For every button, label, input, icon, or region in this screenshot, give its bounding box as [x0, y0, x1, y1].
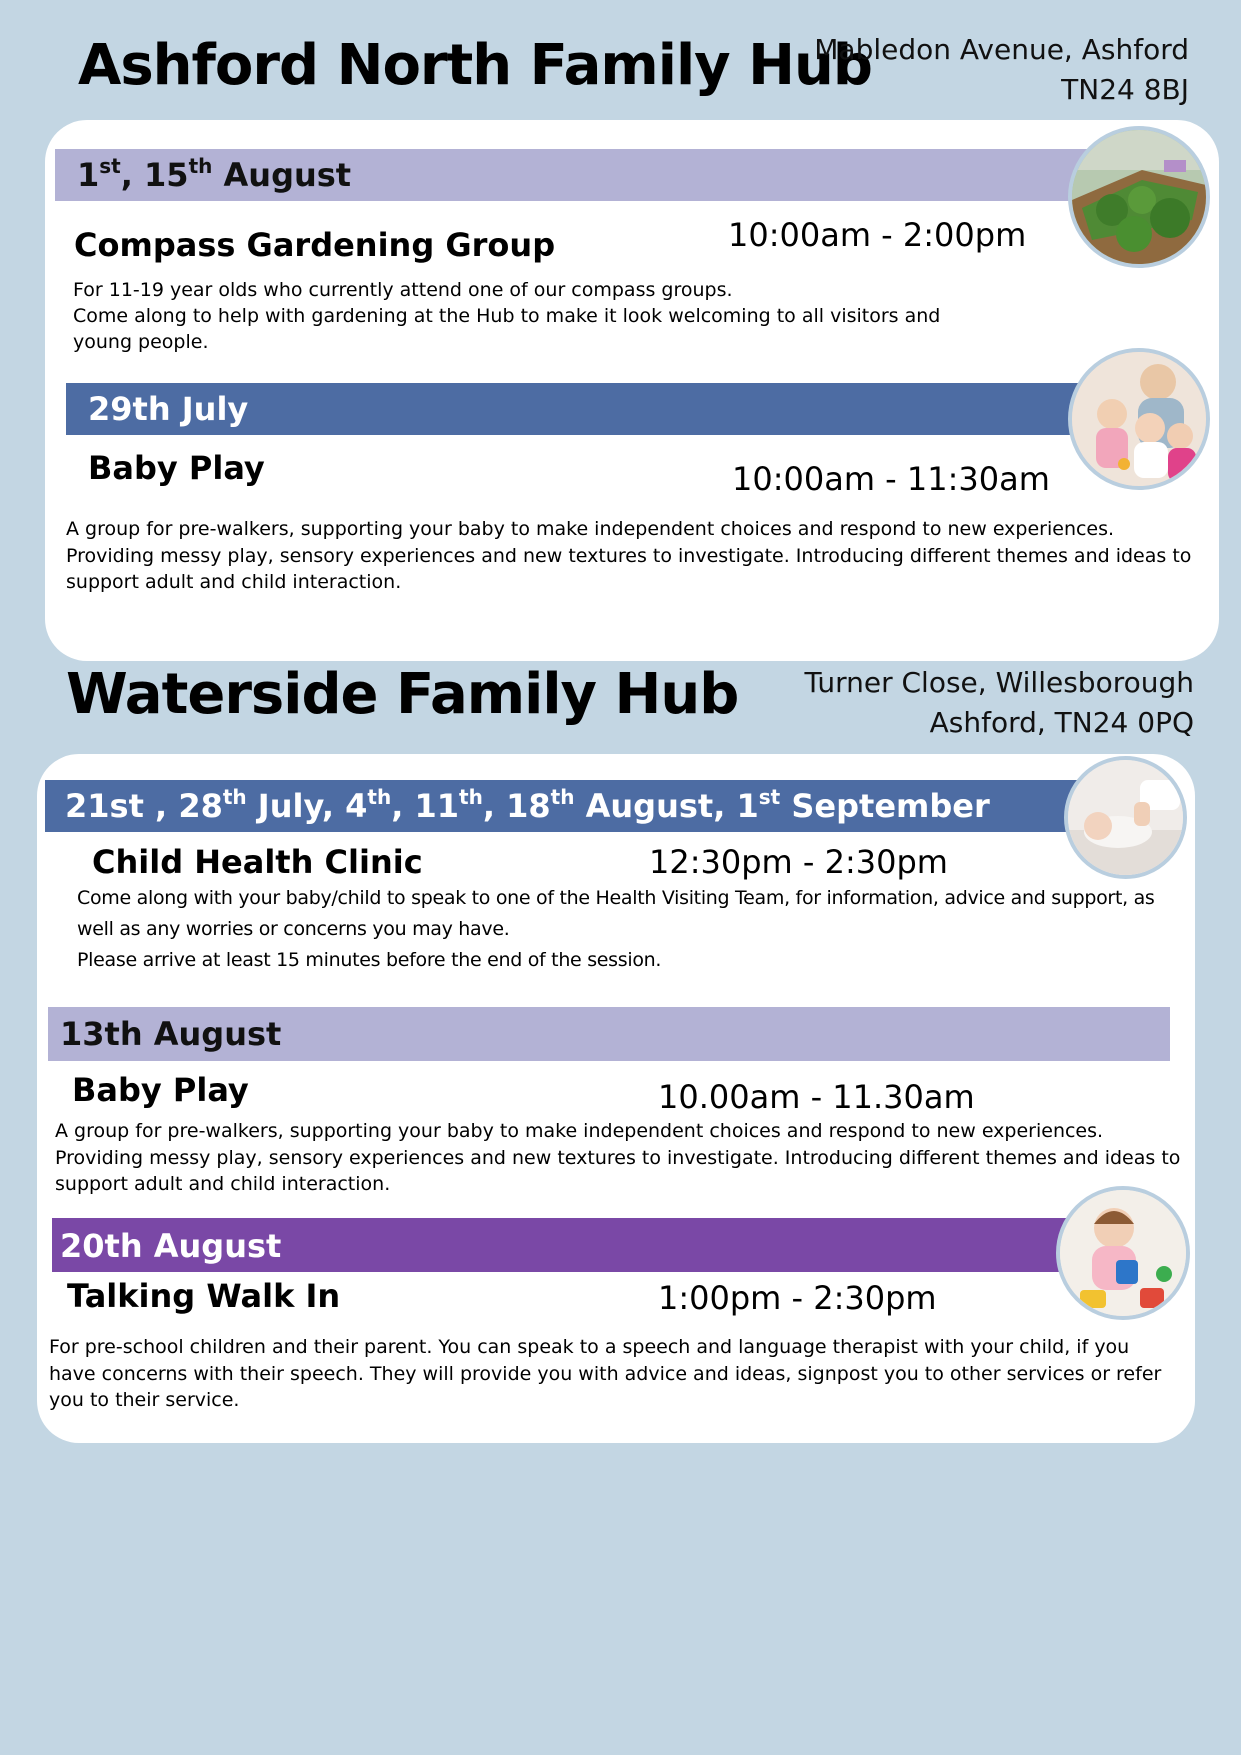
event-date-band: [45, 780, 1085, 832]
date-ordinal-suffix: th: [188, 154, 213, 178]
event-time: 10:00am - 11:30am: [732, 460, 1050, 498]
waterside-address-line-1: Turner Close, Willesborough: [804, 666, 1194, 699]
date-text: 13th August: [60, 1015, 282, 1053]
date-text: July, 4: [246, 787, 368, 825]
babies-playing-photo: [1068, 348, 1210, 490]
date-text: 20th August: [60, 1227, 282, 1265]
description-line: Come along to help with gardening at the Hub to make it look welcoming to all visitors and young people.: [73, 305, 941, 353]
event-description: [77, 883, 1192, 976]
date-text: , 15: [120, 156, 189, 194]
date-text: August, 1: [574, 787, 759, 825]
date-text: 29th July: [88, 390, 249, 428]
date-ordinal-suffix: th: [550, 785, 575, 809]
event-time: 10:00am - 2:00pm: [728, 216, 1027, 254]
event-time: 1:00pm - 2:30pm: [658, 1279, 937, 1317]
event-date-band: [55, 149, 1090, 201]
event-description: [73, 277, 973, 355]
date-ordinal-suffix: th: [367, 785, 392, 809]
event-date-band: [48, 1007, 1170, 1061]
description-line: Come along with your baby/child to speak to one of the Health Visiting Team, for information, advice and support, as well as any worries or concerns you may have.: [77, 887, 1155, 940]
baby-check-photo: [1064, 756, 1187, 879]
event-title: Talking Walk In: [67, 1277, 341, 1315]
date-ordinal-suffix: th: [222, 785, 247, 809]
description-line: Please arrive at least 15 minutes before the end of the session.: [77, 949, 662, 971]
date-text: 1: [77, 156, 100, 194]
event-description: For pre-school children and their parent. You can speak to a speech and language therapist with your child, if you have concerns with their speech. They will provide you with advice and ideas, signpost you to other services or refer you to their service.: [49, 1336, 1162, 1411]
event-title: Compass Gardening Group: [74, 226, 556, 264]
toddler-toys-photo: [1056, 1186, 1190, 1320]
north-address-line-1: Mabledon Avenue, Ashford: [814, 33, 1189, 66]
event-description: A group for pre-walkers, supporting your baby to make independent choices and respond to new experiences. Providing messy play, sensory experiences and new textures to investigate. Introducing different themes and ideas to support adult and child interaction.: [66, 518, 1192, 593]
description-line: For 11-19 year olds who currently attend one of our compass groups.: [73, 279, 733, 301]
waterside-hub-address: [805, 663, 1195, 743]
event-date-band: [66, 383, 1086, 435]
north-address-line-2: TN24 8BJ: [1061, 73, 1189, 106]
north-hub-title: Ashford North Family Hub: [78, 33, 872, 98]
date-text: August: [212, 156, 352, 194]
event-time: 10.00am - 11.30am: [658, 1078, 975, 1116]
event-title: Baby Play: [88, 449, 265, 487]
date-ordinal-suffix: st: [758, 785, 781, 809]
date-text: , 18: [482, 787, 551, 825]
event-title: Baby Play: [72, 1071, 249, 1109]
garden-beds-photo: [1068, 126, 1210, 268]
north-hub-address: [814, 30, 1189, 110]
date-ordinal-suffix: th: [459, 785, 483, 809]
event-description: A group for pre-walkers, supporting your baby to make independent choices and respond to new experiences. Providing messy play, sensory experiences and new textures to investigate. Introducing different themes and ideas to support adult and child interaction.: [55, 1120, 1181, 1195]
event-title: Child Health Clinic: [92, 843, 423, 881]
date-text: 21st , 28: [65, 787, 223, 825]
date-text: , 11: [391, 787, 460, 825]
waterside-address-line-2: Ashford, TN24 0PQ: [929, 706, 1194, 739]
event-time: 12:30pm - 2:30pm: [649, 843, 948, 881]
waterside-hub-title: Waterside Family Hub: [66, 662, 739, 727]
event-date-band: [52, 1218, 1072, 1272]
date-text: September: [780, 787, 990, 825]
date-ordinal-suffix: st: [99, 154, 121, 178]
